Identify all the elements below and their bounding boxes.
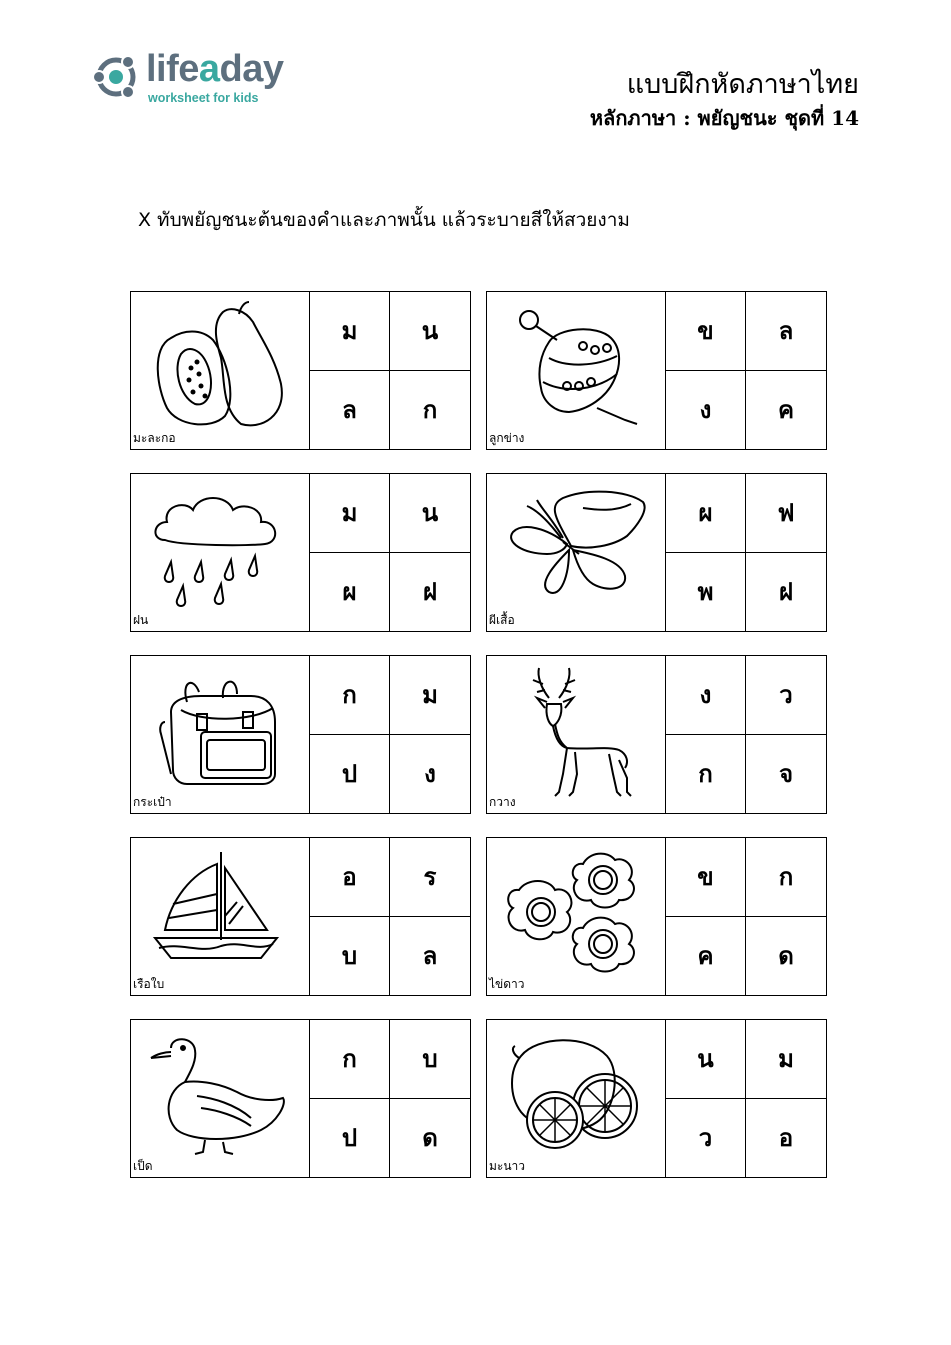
letter-choice[interactable]: น xyxy=(666,1020,746,1099)
picture-panel xyxy=(131,292,310,449)
exercise-card xyxy=(486,837,827,996)
letter-choice[interactable]: ค xyxy=(666,917,746,996)
letter-grid xyxy=(310,838,470,995)
letter-choice[interactable]: น xyxy=(390,292,470,371)
butterfly-icon xyxy=(497,480,647,610)
letter-choice[interactable]: ฝ xyxy=(778,578,794,607)
page-title: แบบฝึกหัดภาษาไทย xyxy=(626,69,859,100)
letter-choice[interactable]: อ xyxy=(778,1124,794,1153)
papaya-icon xyxy=(141,298,291,428)
exercise-card xyxy=(130,837,471,996)
letter-choice[interactable]: ก xyxy=(422,396,438,425)
page-subtitle: หลักภาษา : พยัญชนะ ชุดที่ 14 xyxy=(589,106,859,130)
letter-grid xyxy=(310,474,470,631)
spinning-top-icon xyxy=(497,298,647,428)
letter-choice[interactable]: ผ xyxy=(666,474,746,553)
letter-choice[interactable]: ก xyxy=(666,735,746,814)
letter-choice[interactable]: ว xyxy=(666,1099,746,1178)
letter-choice[interactable]: ก xyxy=(310,656,390,735)
letter-choice[interactable]: ว xyxy=(746,656,826,735)
letter-grid xyxy=(666,292,826,449)
letter-choice[interactable]: ข xyxy=(666,292,746,371)
picture-label: ผีเสื้อ xyxy=(489,613,515,627)
picture-label: กระเป๋า xyxy=(133,795,172,809)
letter-choice[interactable]: ฟ xyxy=(746,474,826,553)
picture-panel xyxy=(487,292,666,449)
exercise-card xyxy=(130,473,471,632)
letter-choice[interactable]: ก xyxy=(746,838,826,917)
picture-panel xyxy=(131,1020,310,1177)
picture-label: ลูกข่าง xyxy=(489,431,525,445)
letter-choice[interactable]: ล xyxy=(422,942,438,971)
letter-choice[interactable]: บ xyxy=(390,1020,470,1099)
picture-label: มะนาว xyxy=(489,1159,526,1173)
letter-choice[interactable]: ค xyxy=(777,396,795,425)
duck-icon xyxy=(141,1026,291,1156)
brand-tagline: worksheet for kids xyxy=(148,91,259,105)
picture-label: ฝน xyxy=(133,613,149,627)
rain-cloud-icon xyxy=(141,480,291,610)
picture-panel xyxy=(487,838,666,995)
letter-choice[interactable]: ง xyxy=(666,656,746,735)
letter-choice[interactable]: ป xyxy=(310,1099,390,1178)
letter-grid xyxy=(310,1020,470,1177)
letter-choice[interactable]: ก xyxy=(310,1020,390,1099)
letter-choice[interactable]: ผ xyxy=(310,553,390,632)
letter-choice[interactable]: ม xyxy=(746,1020,826,1099)
picture-panel xyxy=(487,656,666,813)
brand-name: lifeaday xyxy=(146,48,284,90)
picture-panel xyxy=(487,1020,666,1177)
letter-choice[interactable]: บ xyxy=(310,917,390,996)
letter-choice[interactable]: อ xyxy=(310,838,390,917)
picture-label: กวาง xyxy=(489,795,516,809)
picture-panel xyxy=(131,474,310,631)
letter-choice[interactable]: จ xyxy=(778,760,794,789)
letter-choice[interactable]: ด xyxy=(778,942,794,971)
letter-choice[interactable]: ข xyxy=(666,838,746,917)
letter-choice[interactable]: ม xyxy=(310,474,390,553)
picture-panel xyxy=(487,474,666,631)
exercise-card xyxy=(486,291,827,450)
picture-label: ไข่ดาว xyxy=(489,977,525,991)
letter-choice[interactable]: ป xyxy=(310,735,390,814)
letter-choice[interactable]: ร xyxy=(390,838,470,917)
letter-choice[interactable]: ม xyxy=(310,292,390,371)
letter-grid xyxy=(666,1020,826,1177)
instruction-text: X ทับพยัญชนะต้นของคำและภาพนั้น แล้วระบายสีให้สวยงาม xyxy=(138,209,630,231)
letter-choice[interactable]: ง xyxy=(666,371,746,450)
picture-panel xyxy=(131,838,310,995)
exercise-card xyxy=(130,1019,471,1178)
letter-grid xyxy=(666,656,826,813)
exercise-card xyxy=(486,1019,827,1178)
picture-label: มะละกอ xyxy=(133,431,176,445)
molecule-logo-icon xyxy=(90,50,146,106)
picture-label: เป็ด xyxy=(133,1159,153,1173)
letter-choice[interactable]: ง xyxy=(424,760,436,789)
letter-grid xyxy=(310,656,470,813)
sailboat-icon xyxy=(141,844,291,974)
exercise-card xyxy=(486,655,827,814)
letter-choice[interactable]: น xyxy=(390,474,470,553)
letter-choice[interactable]: ด xyxy=(422,1124,438,1153)
brand-logo xyxy=(90,50,320,110)
lime-icon xyxy=(497,1026,647,1156)
letter-choice[interactable]: ล xyxy=(310,371,390,450)
backpack-icon xyxy=(141,662,291,792)
letter-grid xyxy=(310,292,470,449)
picture-label: เรือใบ xyxy=(133,977,165,991)
deer-icon xyxy=(497,662,647,802)
letter-choice[interactable]: ฝ xyxy=(422,578,438,607)
exercise-card xyxy=(130,655,471,814)
letter-grid xyxy=(666,838,826,995)
picture-panel xyxy=(131,656,310,813)
exercise-card xyxy=(486,473,827,632)
letter-grid xyxy=(666,474,826,631)
exercise-card xyxy=(130,291,471,450)
letter-choice[interactable]: ล xyxy=(746,292,826,371)
fried-egg-icon xyxy=(497,844,647,974)
letter-choice[interactable]: พ xyxy=(666,553,746,632)
letter-choice[interactable]: ม xyxy=(390,656,470,735)
